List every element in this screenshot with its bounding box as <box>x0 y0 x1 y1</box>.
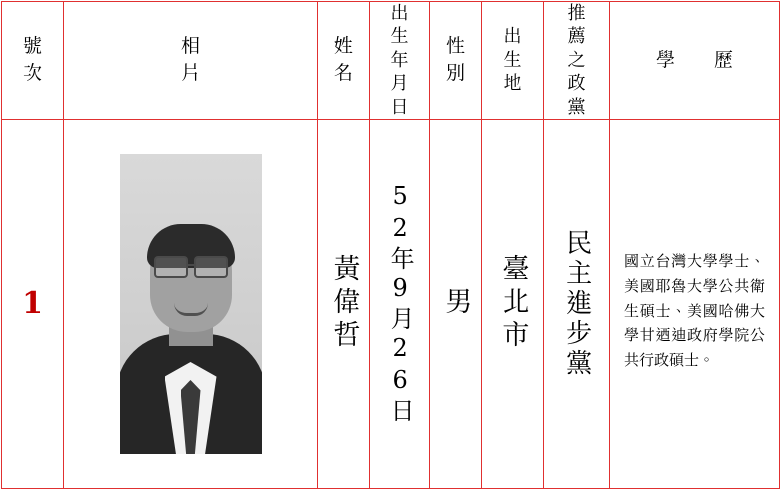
column-header-birthdate-line-1: 出 <box>390 3 409 24</box>
column-header-photo-line-2: 片 <box>180 62 200 85</box>
column-header-name <box>318 2 370 120</box>
column-header-number <box>2 2 64 120</box>
column-header-birthdate-line-2: 生 <box>390 26 409 48</box>
candidate-education-text: 國立台灣大學學士、美國耶魯大學公共衛生碩士、美國哈佛大學甘迺迪政府學院公共行政碩士。 <box>624 252 765 370</box>
column-header-birthplace-line-2: 生 <box>503 49 522 71</box>
cell-candidate-birthdate <box>370 119 430 488</box>
column-header-gender <box>430 2 482 120</box>
column-header-party-line-4: 政 <box>567 73 586 95</box>
candidate-gender-text: 男 <box>440 287 472 321</box>
column-header-birthdate-line-4: 月 <box>390 73 409 95</box>
cell-candidate-birthplace <box>482 119 544 488</box>
column-header-birthplace-line-3: 地 <box>503 73 522 95</box>
cell-candidate-party <box>544 119 610 488</box>
table-row <box>2 119 780 488</box>
column-header-party-line-1: 推 <box>567 3 586 24</box>
candidate-roster-sheet <box>0 1 780 482</box>
cell-candidate-education <box>610 119 780 488</box>
column-header-party <box>544 2 610 120</box>
column-header-education <box>610 2 780 120</box>
column-header-birthdate-line-3: 年 <box>390 49 409 71</box>
cell-candidate-photo <box>64 119 318 488</box>
column-header-name-line-1: 姓 <box>333 34 353 57</box>
column-header-number-line-1: 號 <box>22 34 42 57</box>
candidate-portrait-image <box>120 154 262 454</box>
column-header-birthplace-line-1: 出 <box>503 26 522 48</box>
table-header-row <box>2 2 780 120</box>
candidate-party-text: 民主進步黨 <box>561 228 592 379</box>
column-header-gender-line-2: 別 <box>445 62 465 85</box>
column-header-birthdate <box>370 2 430 120</box>
candidate-birthplace-text: 臺北市 <box>497 254 529 354</box>
column-header-party-line-3: 之 <box>567 49 586 71</box>
cell-candidate-number: 1 <box>2 119 64 488</box>
candidate-name-text: 黃偉哲 <box>328 254 360 354</box>
column-header-birthplace <box>482 2 544 120</box>
candidate-birthdate-text: 52年9月26日 <box>386 181 415 426</box>
column-header-photo <box>64 2 318 120</box>
cell-candidate-gender <box>430 119 482 488</box>
column-header-party-line-5: 黨 <box>567 96 586 118</box>
column-header-party-line-2: 薦 <box>567 26 586 48</box>
column-header-birthdate-line-5: 日 <box>390 96 409 118</box>
column-header-photo-line-1: 相 <box>180 34 200 57</box>
column-header-gender-line-1: 性 <box>445 34 465 57</box>
column-header-name-line-2: 名 <box>333 62 353 85</box>
cell-candidate-name <box>318 119 370 488</box>
column-header-education-label: 學 歷 <box>655 48 743 71</box>
column-header-number-line-2: 次 <box>22 62 42 85</box>
candidate-table <box>1 1 780 489</box>
